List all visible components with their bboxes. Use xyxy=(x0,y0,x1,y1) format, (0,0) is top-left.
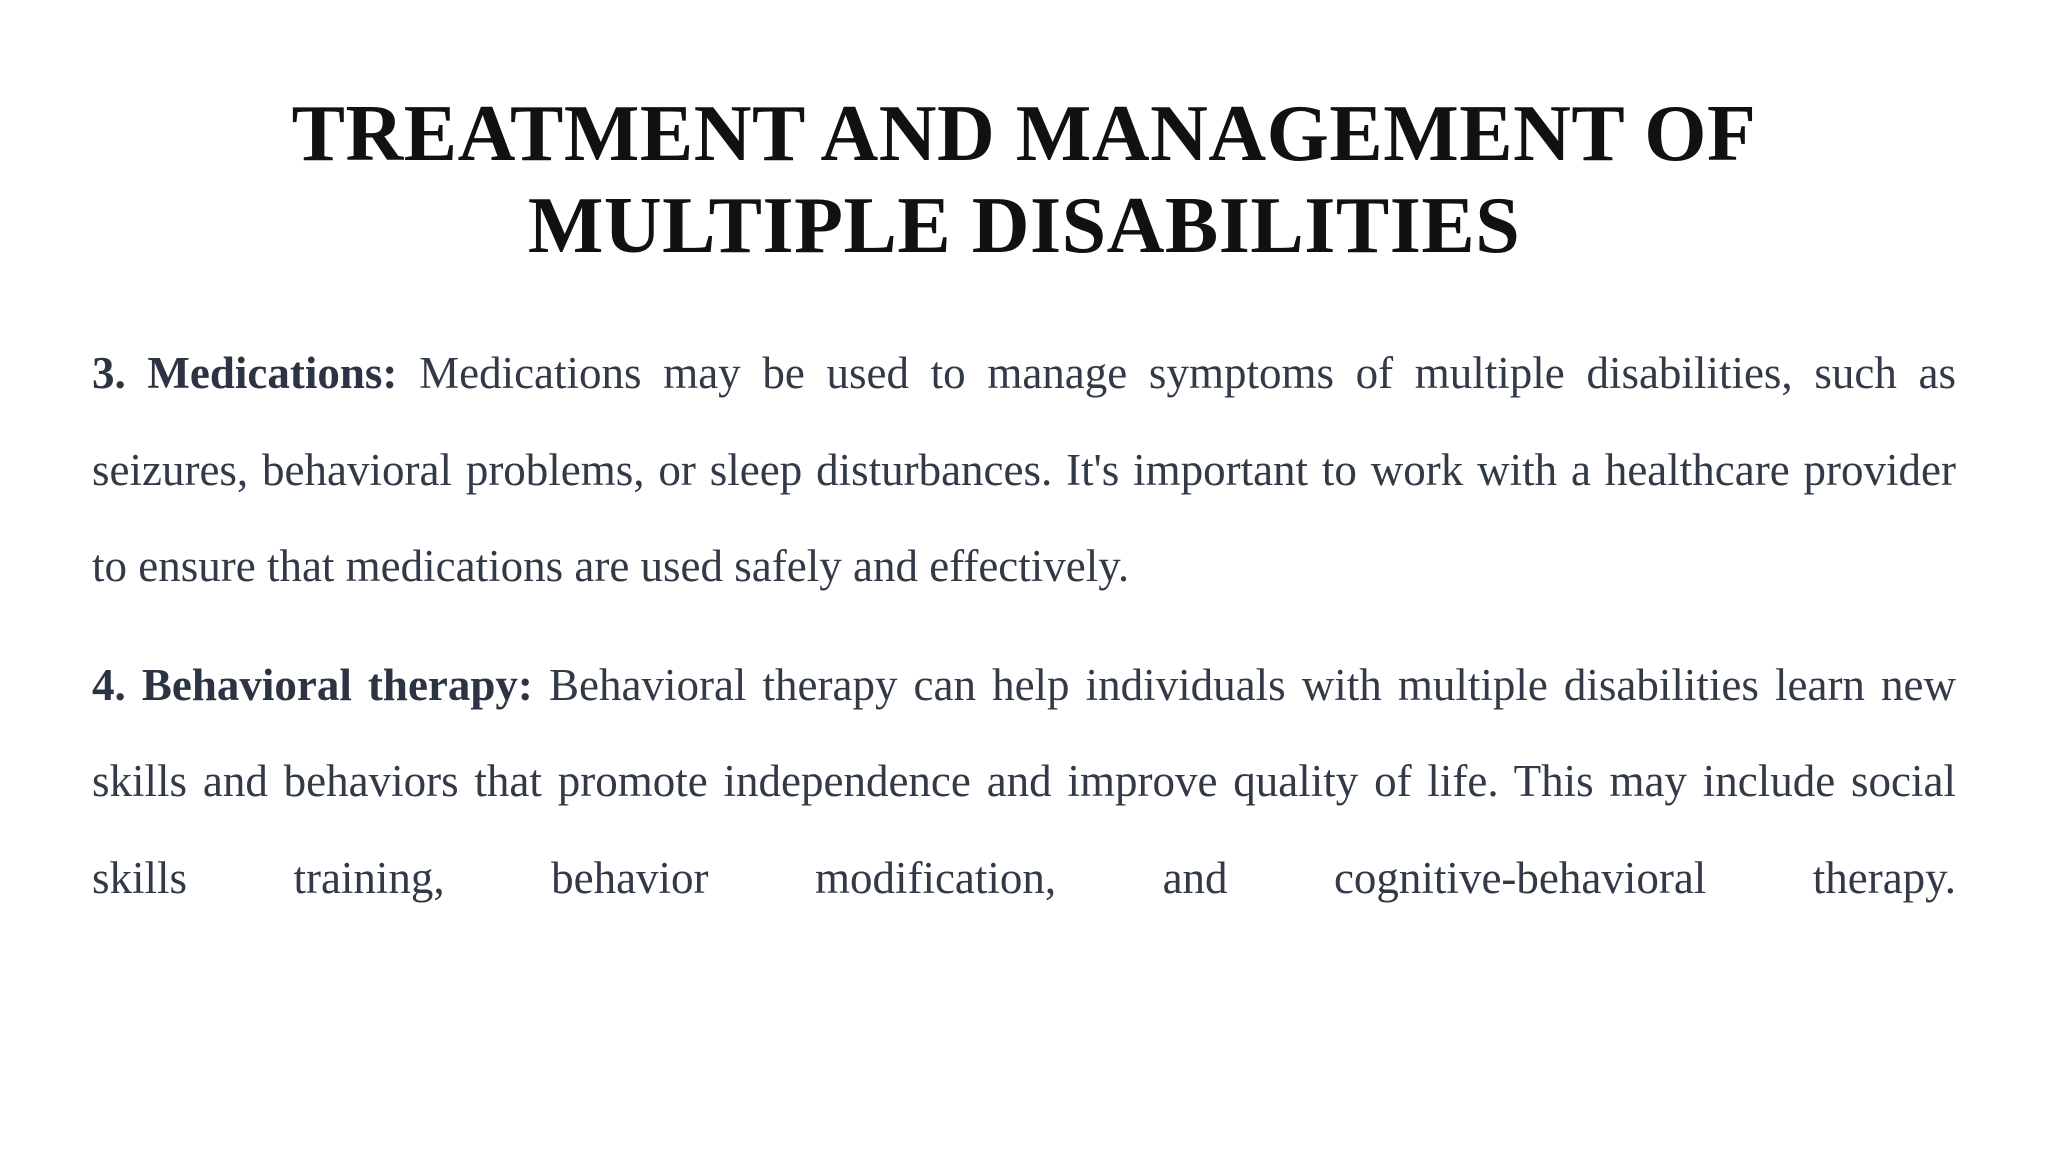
slide-title-line-2: MULTIPLE DISABILITIES xyxy=(527,182,1521,270)
paragraph-text: Medications may be used to manage symptoms of multiple disabilities, such as seizures, behavioral problems, or sleep disturbances. It's important to work with a healthcare provider to ensure that medications are used safely and effectively. xyxy=(92,348,1956,591)
slide-body xyxy=(92,325,1956,926)
paragraph-lead: 4. Behavioral therapy: xyxy=(92,659,533,710)
paragraph-medications xyxy=(92,325,1956,615)
paragraph-lead: 3. Medications: xyxy=(92,348,398,398)
paragraph-behavioral-therapy xyxy=(92,637,1956,927)
slide-title xyxy=(0,88,2048,272)
slide-title-line-1: TREATMENT AND MANAGEMENT OF xyxy=(291,90,1757,178)
paragraph-text: Behavioral therapy can help individuals with multiple disabilities learn new skills and behaviors that promote independence and improve quality of life. This may include social skills training, behavior modification, and cognitive-behavioral therapy. xyxy=(92,659,1956,903)
